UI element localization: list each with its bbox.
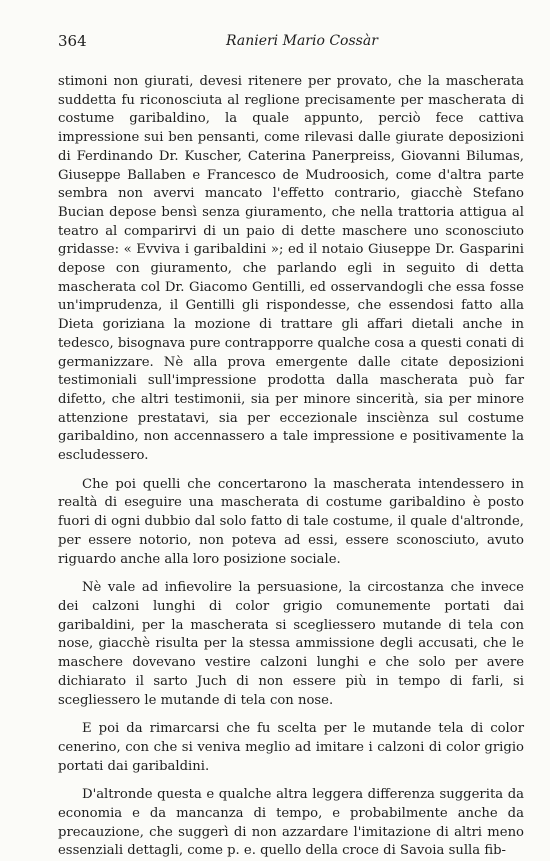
- paragraph-continuation: stimoni non giurati, devesi ritenere per provato, che la mascherata suddetta fu riconosciuta al reglione precisamente per mascherata di costume garibaldino, la quale appunto, perciò fece cattiva impressione sui ben pensanti, come rilevasi dalle giurate deposizioni di Ferdinando Dr. Kuscher, Caterina Panerpreiss, Giovanni Bilumas, Giuseppe Ballaben e Francesco de Mudroosich, come d'altra parte sembra non avervi mancato l'effetto contrario, giacchè Stefano Bucian depose bensì senza giuramento, che nella trattoria attigua al teatro al comparirvi di un paio di dette maschere uno sconosciuto gridasse: « Evviva i garibaldini »; ed il notaio Giuseppe Dr. Gasparini depose con giuramento, che parlando egli in seguito di detta mascherata col Dr. Giacomo Gentilli, ed osservandogli che essa fosse un'imprudenza, il Gentilli gli rispondesse, che essendosi fatto alla Dieta goriziana la mozione di trattare gli affari dietali anche in tedesco, bisognava pure contrapporre qualche cosa a questi conati di germanizzare. Nè alla prova emergente dalle citate deposizioni testimoniali sull'impressione prodotta dalla mascherata può far difetto, che altri testimonii, sia per minore sincerità, sia per minore attenzione prestatavi, sia per eccezionale insciènza sul costume garibaldino, non accennassero a tale impressione e positivamente la escludessero.: [58, 74, 524, 464]
- paragraph: Che poi quelli che concertarono la mascherata intendessero in realtà di eseguire una mascherata di costume garibaldino è posto fuori di ogni dubbio dal solo fatto di tale costume, il quale d'altronde, per essere notorio, non poteva ad essi, essere sconosciuto, avuto riguardo anche alla loro posizione sociale.: [58, 476, 524, 567]
- running-head: Ranieri Mario Cossàr: [226, 33, 378, 49]
- text-body: [58, 73, 524, 861]
- paragraph: D'altronde questa e qualche altra leggera differenza suggerita da economia e da mancanza di tempo, e probabilmente anche da precauzione, che suggerì di non azzardare l'imitazione di altri meno essenziali dettagli, come p. e. quello della croce di Savoia sulla fib-: [58, 787, 524, 859]
- paragraph: E poi da rimarcarsi che fu scelta per le mutande tela di color cenerino, con che si veniva meglio ad imitare i calzoni di color grigio portati dai garibaldini.: [58, 721, 524, 774]
- page-header: [58, 32, 526, 52]
- page-number: 364: [58, 32, 87, 50]
- paragraph: Nè vale ad infievolire la persuasione, la circostanza che invece dei calzoni lunghi di color grigio comunemente portati dai garibaldini, per la mascherata si scegliessero mutande di tela con nose, giacchè risulta per la stessa ammissione degli accusati, che le maschere dovevano vestire calzoni lunghi e che solo per avere dichiarato il sarto Juch di non essere più in tempo di farli, si scegliessero le mutande di tela con nose.: [58, 580, 524, 708]
